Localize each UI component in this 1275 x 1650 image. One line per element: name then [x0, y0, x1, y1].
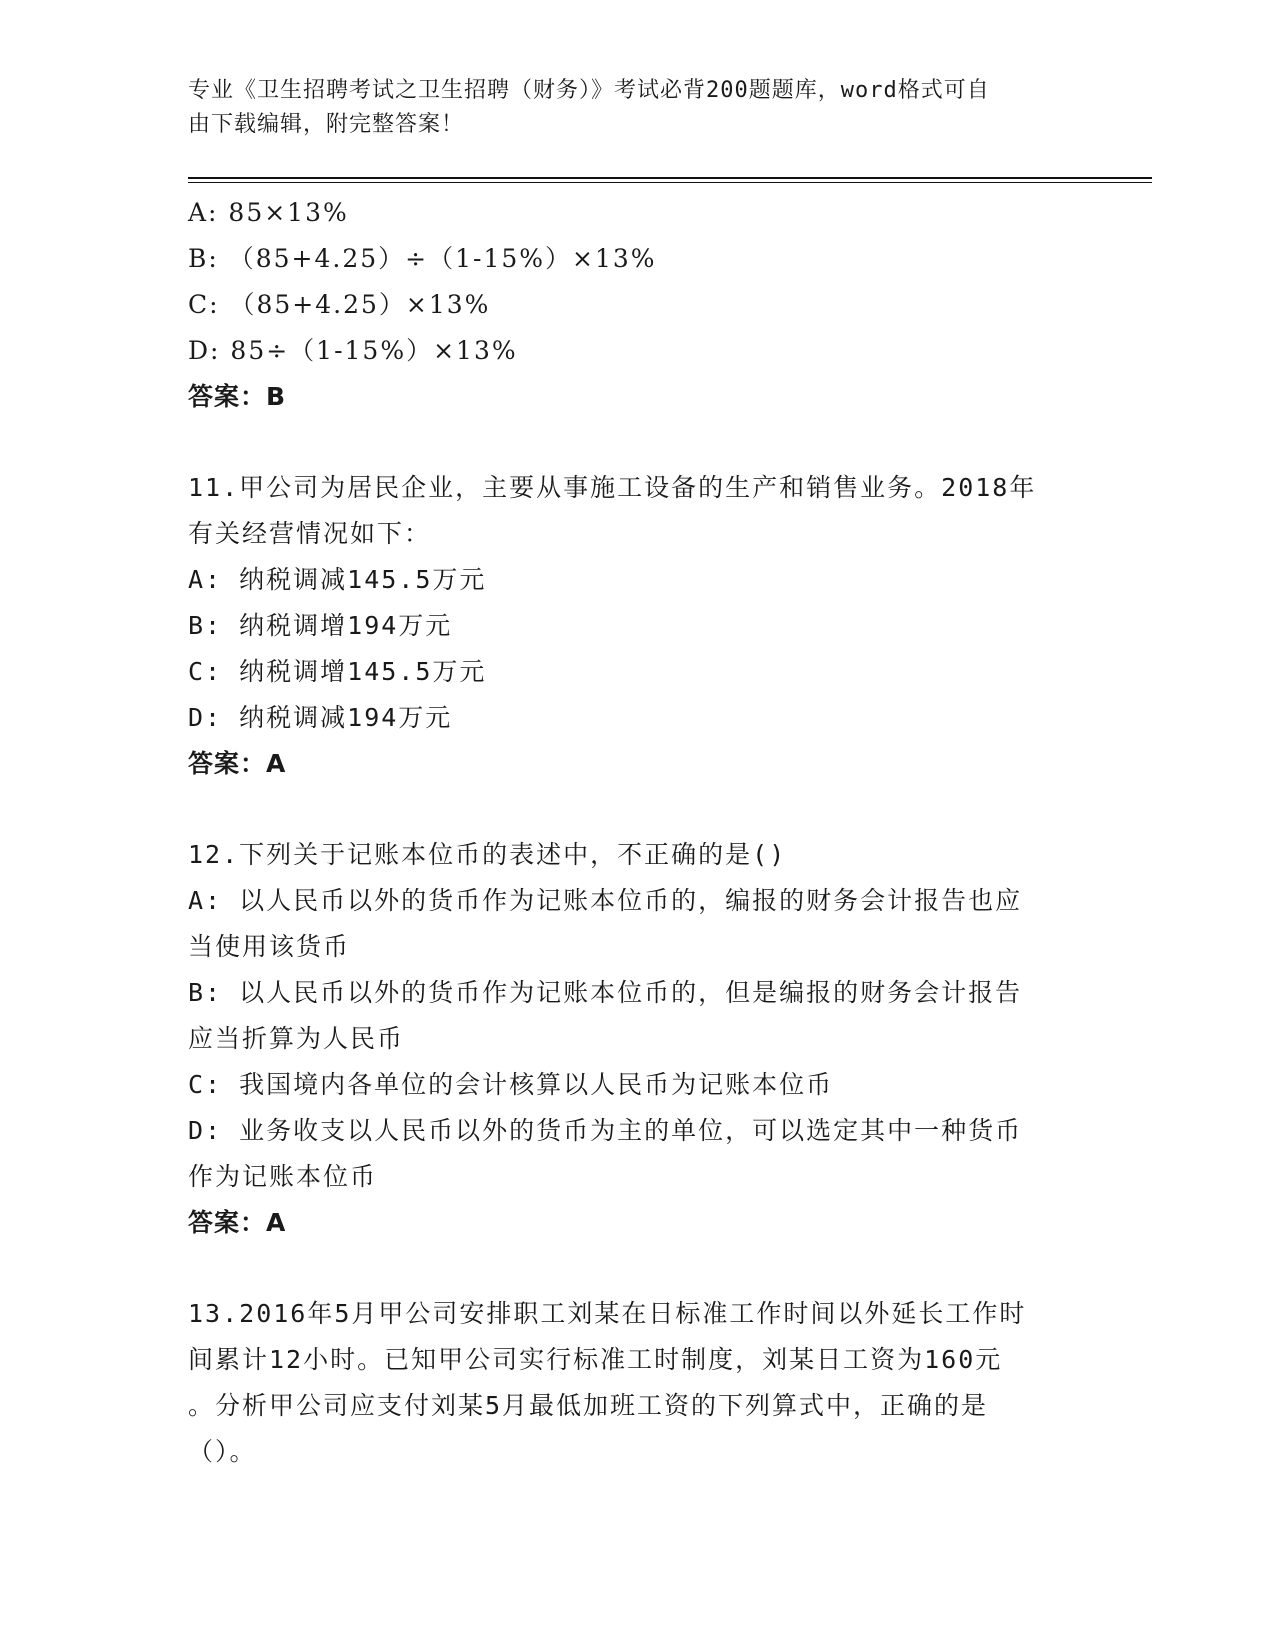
option-a-continued: 当使用该货币 — [188, 932, 351, 961]
header-line-2: 由下载编辑，附完整答案！ — [188, 112, 465, 137]
question-stem-line: 间累计12小时。已知甲公司实行标准工时制度，刘某日工资为160元 — [188, 1345, 1003, 1374]
option-a: A: 以人民币以外的货币作为记账本位币的，编报的财务会计报告也应 — [188, 886, 1023, 915]
option-b: B: （85+4.25）÷（1-15%）×13% — [188, 244, 657, 273]
question-stem-line: 11.甲公司为居民企业，主要从事施工设备的生产和销售业务。2018年 — [188, 473, 1037, 502]
option-c: C: 纳税调增145.5万元 — [188, 657, 487, 686]
question-stem-line: 12.下列关于记账本位币的表述中，不正确的是() — [188, 840, 787, 869]
question-stem-line: （）。 — [188, 1437, 257, 1466]
answer-line: 答案：B — [188, 382, 287, 411]
spacer — [188, 1246, 1088, 1291]
question-13 — [188, 1291, 1088, 1475]
question-12 — [188, 832, 1088, 1246]
spacer — [188, 787, 1088, 832]
option-c: C: （85+4.25）×13% — [188, 290, 491, 319]
option-d: D: 85÷（1-15%）×13% — [188, 336, 518, 365]
header-divider-thin — [188, 182, 1152, 183]
question-10 — [188, 190, 1088, 420]
answer-line: 答案：A — [188, 749, 287, 778]
option-d-continued: 作为记账本位币 — [188, 1162, 378, 1191]
option-d: D: 业务收支以人民币以外的货币为主的单位，可以选定其中一种货币 — [188, 1116, 1023, 1145]
header-line-1: 专业《卫生招聘考试之卫生招聘（财务）》考试必背200题题库，word格式可自 — [188, 78, 990, 103]
question-stem-line: 有关经营情况如下： — [188, 519, 432, 548]
spacer — [188, 420, 1088, 465]
question-11 — [188, 465, 1088, 787]
option-a: A: 纳税调减145.5万元 — [188, 565, 487, 594]
option-b: B: 纳税调增194万元 — [188, 611, 453, 640]
header-divider-thick — [188, 177, 1152, 179]
option-a: A: 85×13% — [188, 198, 349, 227]
answer-line: 答案：A — [188, 1208, 287, 1237]
question-stem-line: 。分析甲公司应支付刘某5月最低加班工资的下列算式中，正确的是 — [188, 1391, 989, 1420]
option-b-continued: 应当折算为人民币 — [188, 1024, 405, 1053]
option-b: B: 以人民币以外的货币作为记账本位币的，但是编报的财务会计报告 — [188, 978, 1023, 1007]
question-stem-line: 13.2016年5月甲公司安排职工刘某在日标准工作时间以外延长工作时 — [188, 1299, 1027, 1328]
option-c: C: 我国境内各单位的会计核算以人民币为记账本位币 — [188, 1070, 834, 1099]
option-d: D: 纳税调减194万元 — [188, 703, 453, 732]
document-header — [188, 74, 1078, 142]
question-list — [188, 190, 1088, 1475]
